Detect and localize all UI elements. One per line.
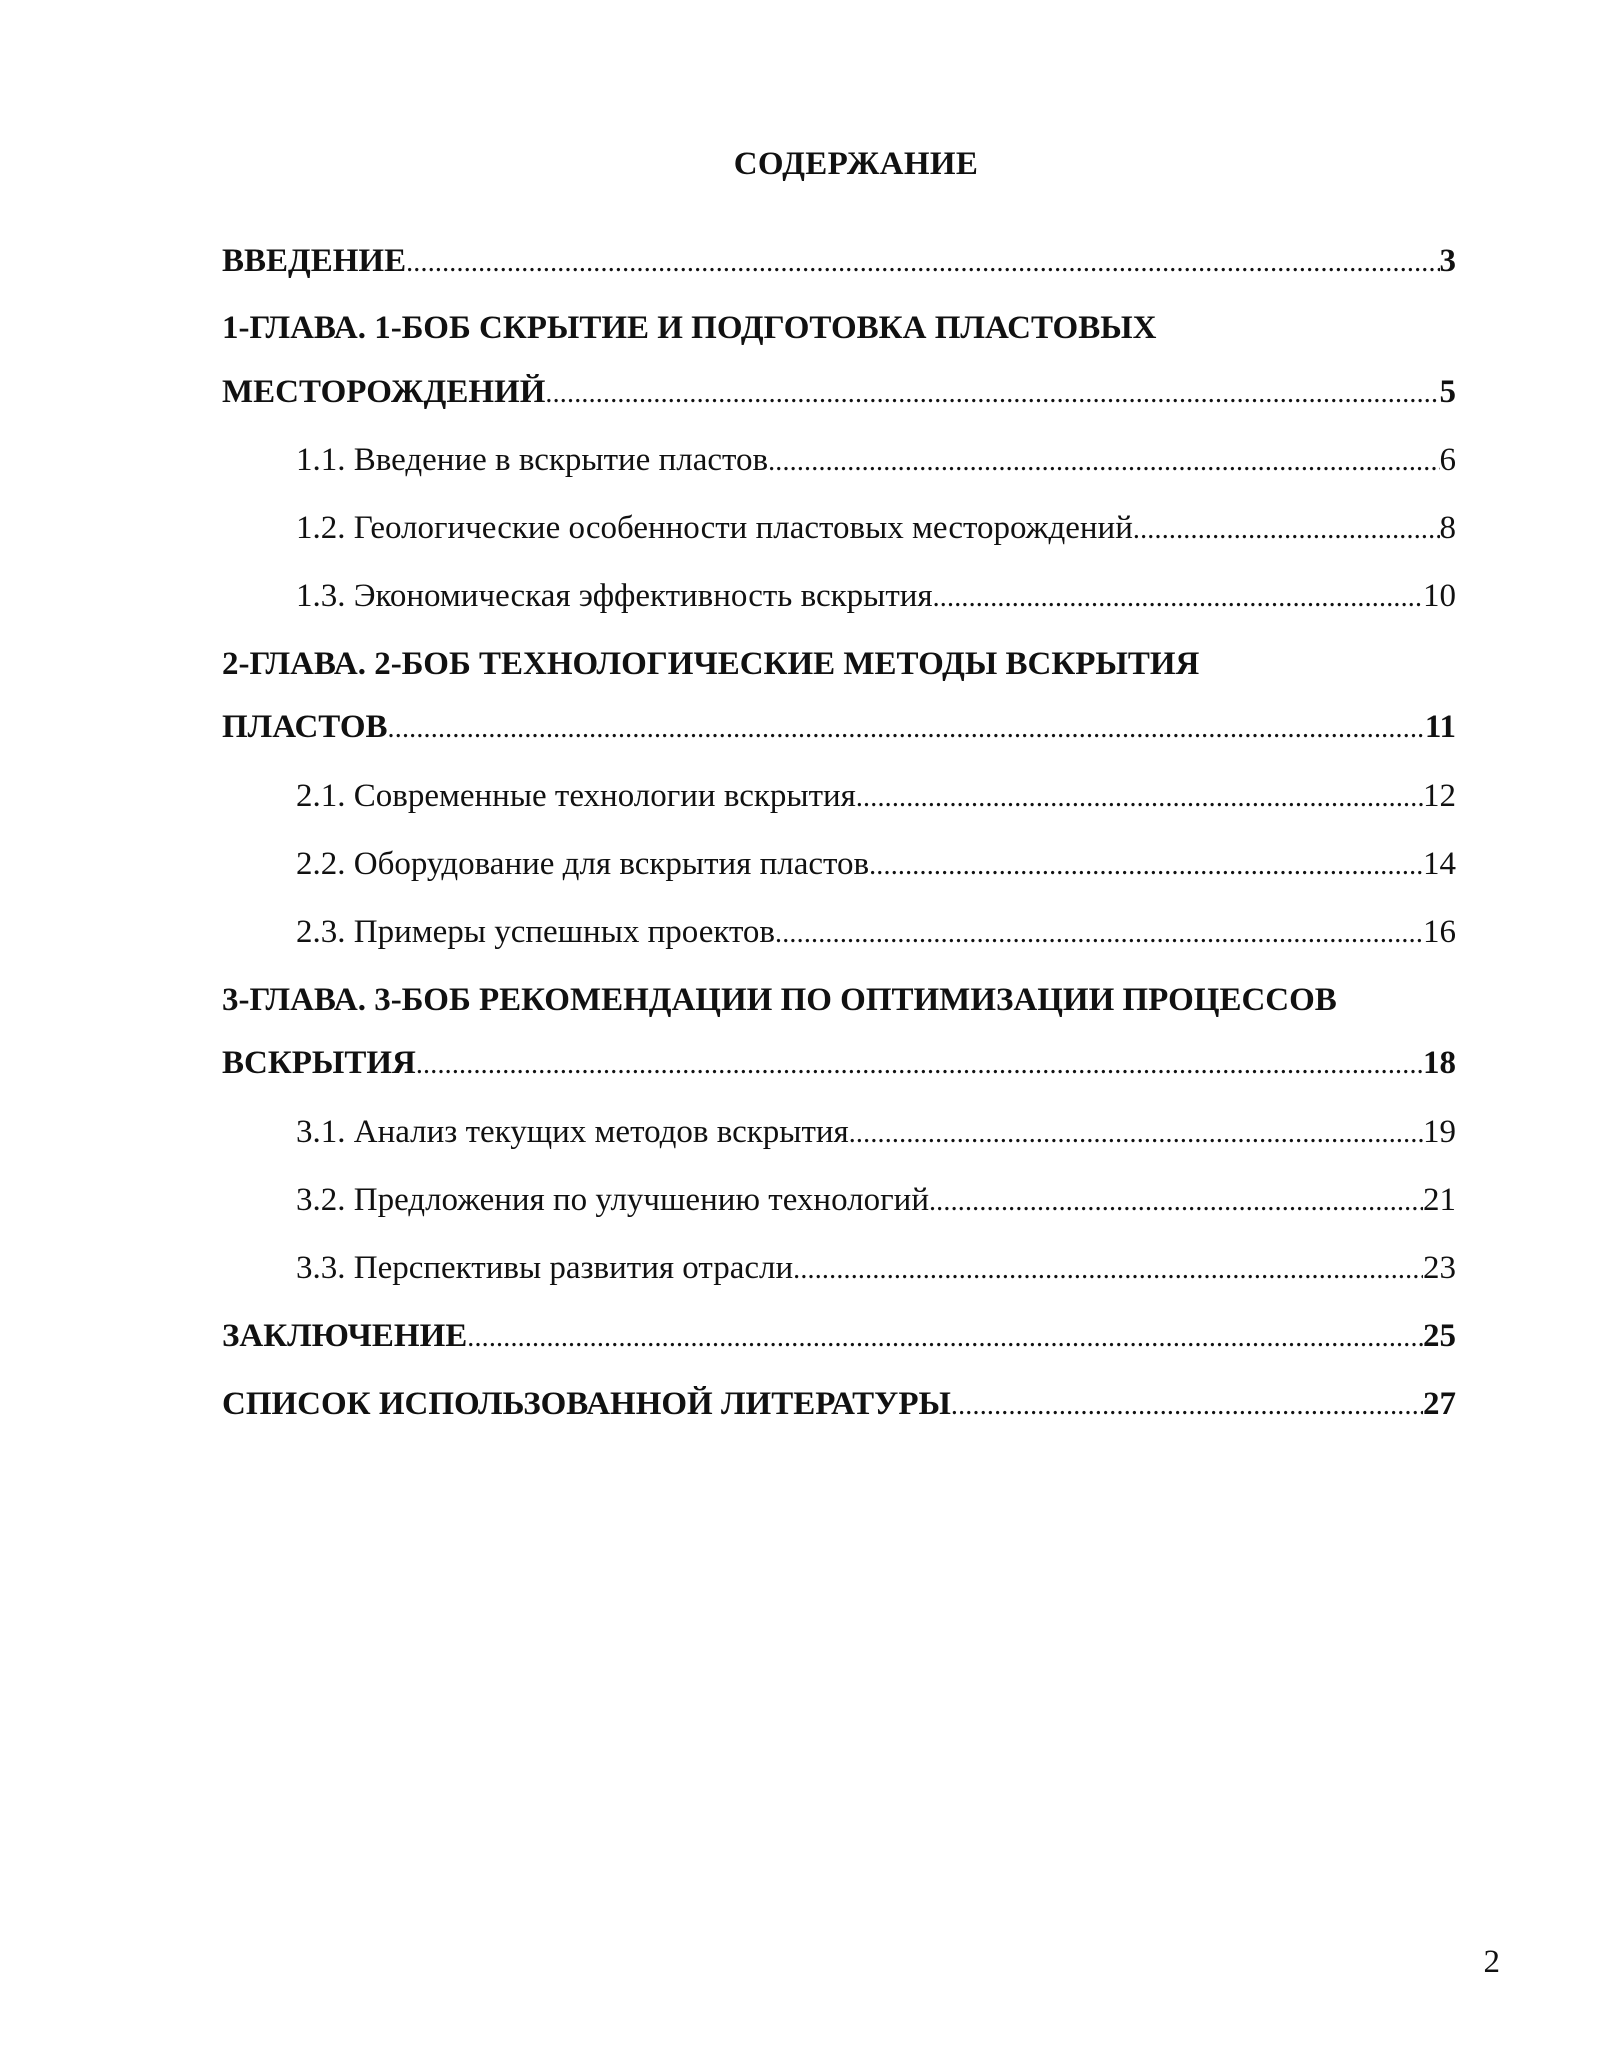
toc-entry-section-3-3[interactable]	[296, 1252, 1456, 1285]
leader-dots	[929, 1188, 1423, 1216]
toc-page-number: 12	[1423, 778, 1456, 814]
toc-chapter-2-title-line1[interactable]: 2-ГЛАВА. 2-БОБ ТЕХНОЛОГИЧЕСКИЕ МЕТОДЫ ВСКРЫТИЯ	[222, 646, 1200, 682]
leader-dots	[1133, 516, 1440, 544]
toc-entry-label: ЗАКЛЮЧЕНИЕ	[222, 1318, 468, 1354]
page-number: 2	[1483, 1944, 1500, 1980]
toc-page-number: 16	[1423, 914, 1456, 950]
leader-dots	[406, 249, 1439, 277]
toc-entry-label: ВВЕДЕНИЕ	[222, 243, 407, 279]
page-title: СОДЕРЖАНИЕ	[733, 146, 979, 182]
toc-entry-label: 1.2. Геологические особенности пластовых месторождений	[296, 510, 1133, 546]
toc-page-number: 21	[1423, 1182, 1456, 1218]
toc-entry-label: 1.3. Экономическая эффективность вскрытия	[296, 578, 933, 614]
toc-entry-label: 3.3. Перспективы развития отрасли	[296, 1250, 794, 1286]
toc-page-number: 18	[1423, 1045, 1456, 1081]
toc-page-number: 25	[1423, 1318, 1456, 1354]
toc-chapter-3-title-line1[interactable]: 3-ГЛАВА. 3-БОБ РЕКОМЕНДАЦИИ ПО ОПТИМИЗАЦИИ ПРОЦЕССОВ	[222, 982, 1337, 1018]
toc-page-number: 14	[1423, 846, 1456, 882]
toc-entry-label: ПЛАСТОВ	[222, 709, 388, 745]
leader-dots	[933, 584, 1423, 612]
toc-page-number: 27	[1423, 1386, 1456, 1422]
toc-entry-section-2-1[interactable]	[296, 780, 1456, 813]
toc-entry-label: МЕСТОРОЖДЕНИЙ	[222, 374, 546, 410]
leader-dots	[388, 715, 1425, 743]
toc-entry-section-1-2[interactable]	[296, 512, 1456, 545]
leader-dots	[545, 380, 1439, 408]
toc-entry-label: 3.1. Анализ текущих методов вскрытия	[296, 1114, 849, 1150]
toc-entry-intro[interactable]	[222, 245, 1456, 278]
leader-dots	[467, 1324, 1423, 1352]
toc-page-number: 10	[1423, 578, 1456, 614]
toc-entry-references[interactable]	[222, 1388, 1456, 1421]
toc-entry-label: 2.1. Современные технологии вскрытия	[296, 778, 856, 814]
toc-chapter-1-title-line1[interactable]: 1-ГЛАВА. 1-БОБ СКРЫТИЕ И ПОДГОТОВКА ПЛАСТОВЫХ	[222, 310, 1157, 346]
leader-dots	[951, 1392, 1423, 1420]
toc-page-number: 5	[1439, 374, 1456, 410]
toc-entry-chapter-3[interactable]	[222, 1047, 1456, 1080]
toc-page-number: 11	[1424, 709, 1456, 745]
toc-entry-chapter-2[interactable]	[222, 711, 1456, 744]
toc-entry-label: 2.3. Примеры успешных проектов	[296, 914, 776, 950]
toc-entry-conclusion[interactable]	[222, 1320, 1456, 1353]
toc-entry-section-3-2[interactable]	[296, 1184, 1456, 1217]
leader-dots	[849, 1120, 1423, 1148]
toc-page-number: 6	[1439, 442, 1456, 478]
toc-entry-label: СПИСОК ИСПОЛЬЗОВАННОЙ ЛИТЕРАТУРЫ	[222, 1386, 951, 1422]
leader-dots	[793, 1256, 1423, 1284]
toc-page-number: 23	[1423, 1250, 1456, 1286]
leader-dots	[768, 448, 1439, 476]
toc-entry-label: 2.2. Оборудование для вскрытия пластов	[296, 846, 870, 882]
toc-entry-section-3-1[interactable]	[296, 1116, 1456, 1149]
toc-entry-label: 3.2. Предложения по улучшению технологий	[296, 1182, 929, 1218]
toc-entry-section-1-3[interactable]	[296, 580, 1456, 613]
toc-page-number: 8	[1439, 510, 1456, 546]
toc-page-number: 3	[1439, 243, 1456, 279]
leader-dots	[775, 920, 1423, 948]
toc-entry-chapter-1[interactable]	[222, 376, 1456, 409]
leader-dots	[869, 852, 1423, 880]
toc-entry-section-1-1[interactable]	[296, 444, 1456, 477]
toc-page-number: 19	[1423, 1114, 1456, 1150]
toc-entry-section-2-2[interactable]	[296, 848, 1456, 881]
toc-entry-label: 1.1. Введение в вскрытие пластов	[296, 442, 769, 478]
leader-dots	[416, 1051, 1423, 1079]
leader-dots	[856, 784, 1423, 812]
toc-entry-label: ВСКРЫТИЯ	[222, 1045, 416, 1081]
toc-entry-section-2-3[interactable]	[296, 916, 1456, 949]
